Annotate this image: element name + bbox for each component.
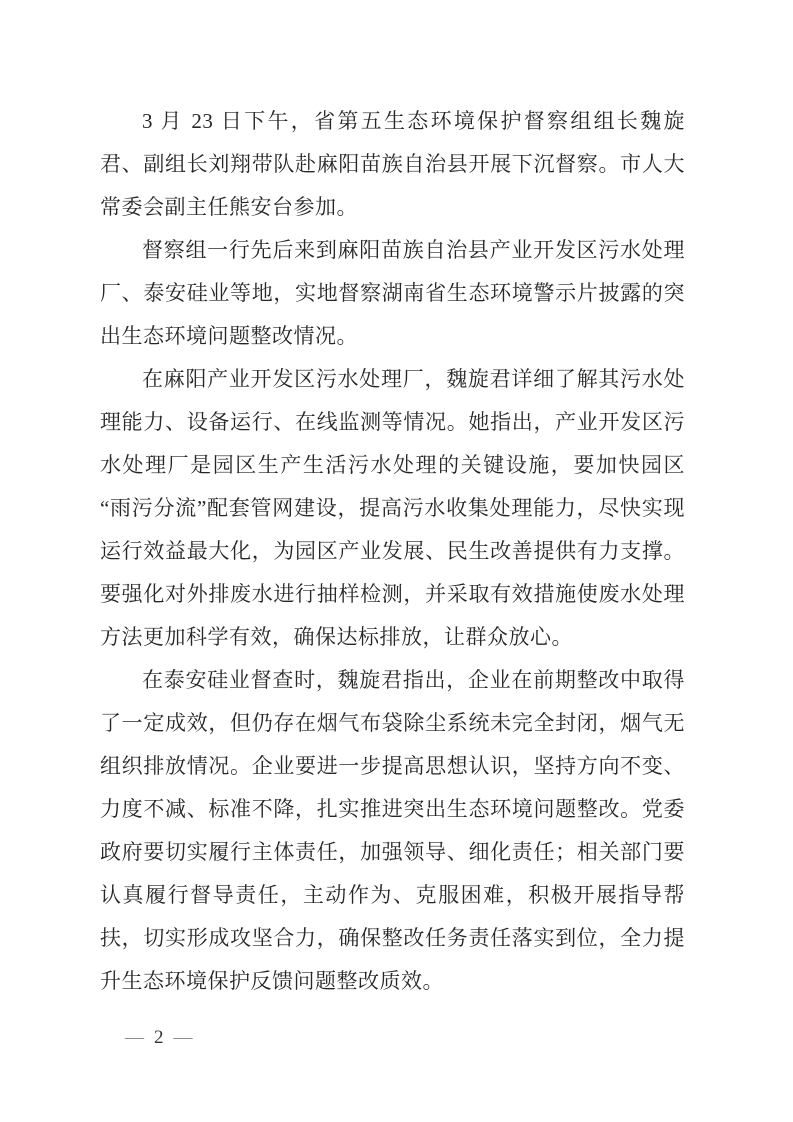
paragraph-4: 在泰安硅业督查时，魏旋君指出，企业在前期整改中取得了一定成效，但仍存在烟气布袋除尘系统未完全封闭，烟气无组织排放情况。企业要进一步提高思想认识，坚持方向不变、力度不减、标准不降，扎实推进突出生态环境问题整改。党委政府要切实履行主体责任，加强领导、细化责任；相关部门要认真履行督导责任，主动作为、克服困难，积极开展指导帮扶，切实形成攻坚合力，确保整改任务责任落实到位，全力提升生态环境保护反馈问题整改质效。 bbox=[100, 668, 685, 993]
paragraph-2: 督察组一行先后来到麻阳苗族自治县产业开发区污水处理厂、泰安硅业等地，实地督察湖南省生态环境警示片披露的突出生态环境问题整改情况。 bbox=[100, 238, 685, 348]
document-body bbox=[100, 100, 685, 1003]
page-footer bbox=[119, 1026, 199, 1050]
page-number-dash-left: — bbox=[125, 1027, 144, 1048]
paragraph-3: 在麻阳产业开发区污水处理厂，魏旋君详细了解其污水处理能力、设备运行、在线监测等情况。她指出，产业开发区污水处理厂是园区生产生活污水处理的关键设施，要加快园区“雨污分流”配套管网建设，提高污水收集处理能力，尽快实现运行效益最大化，为园区产业发展、民生改善提供有力支撑。要强化对外排废水进行抽样检测，并采取有效措施使废水处理方法更加科学有效，确保达标排放，让群众放心。 bbox=[100, 367, 685, 649]
paragraph-1: 3 月 23 日下午，省第五生态环境保护督察组组长魏旋君、副组长刘翔带队赴麻阳苗族自治县开展下沉督察。市人大常委会副主任熊安台参加。 bbox=[100, 109, 685, 219]
page-number-dash-right: — bbox=[173, 1027, 193, 1048]
page-number: 2 bbox=[154, 1027, 164, 1048]
